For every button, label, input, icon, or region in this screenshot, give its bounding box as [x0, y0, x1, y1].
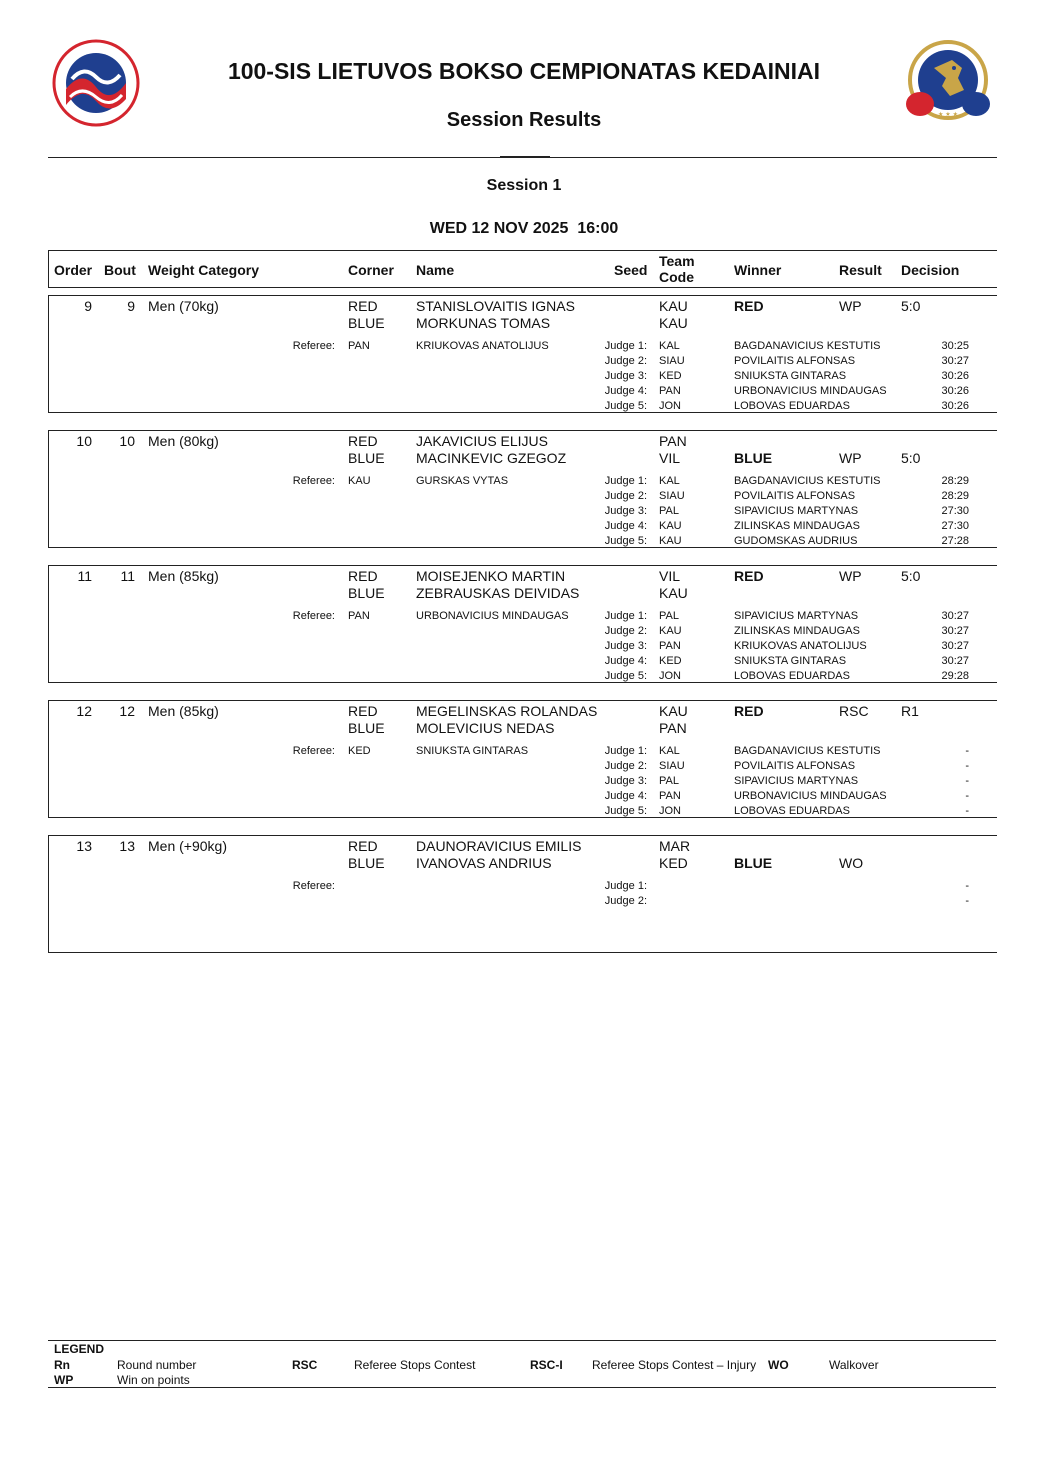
- judge-code: KAL: [659, 475, 680, 487]
- red-corner-label: RED: [348, 298, 378, 314]
- red-boxer-name: MOISEJENKO MARTIN: [416, 568, 566, 584]
- judge-label: Judge 2:: [604, 355, 647, 367]
- legend-abbr: WP: [54, 1373, 74, 1387]
- legend-desc: Referee Stops Contest – Injury: [592, 1358, 757, 1372]
- judge-score: 30:27: [941, 640, 969, 652]
- bout-block: [48, 565, 997, 683]
- winner: RED: [734, 568, 764, 584]
- judge-code: KED: [659, 370, 682, 382]
- blue-corner-label: BLUE: [348, 315, 385, 331]
- red-team-code: VIL: [659, 568, 681, 584]
- red-corner-label: RED: [348, 433, 378, 449]
- legend-abbr: RSC: [292, 1358, 318, 1372]
- page-subtitle: Session Results: [446, 109, 602, 131]
- judge-name: BAGDANAVICIUS KESTUTIS: [734, 745, 881, 757]
- referee-name: GURSKAS VYTAS: [416, 475, 509, 487]
- col-order: Order: [54, 262, 93, 278]
- judge-score: 28:29: [941, 475, 969, 487]
- legend-abbr: WO: [768, 1358, 789, 1372]
- bout-number: 11: [120, 568, 135, 584]
- red-team-code: KAU: [659, 298, 688, 314]
- winner: BLUE: [734, 450, 773, 466]
- blue-boxer-name: MOLEVICIUS NEDAS: [416, 720, 555, 736]
- referee-code: PAN: [348, 340, 370, 352]
- legend-abbr: Rn: [54, 1358, 70, 1372]
- weight-category: Men (85kg): [148, 568, 219, 584]
- judge-score: -: [965, 805, 969, 817]
- page-title: 100-SIS LIETUVOS BOKSO CEMPIONATAS KEDAINIAI: [227, 58, 821, 84]
- judge-code: KAL: [659, 340, 680, 352]
- judge-name: KRIUKOVAS ANATOLIJUS: [734, 640, 867, 652]
- weight-category: Men (80kg): [148, 433, 219, 449]
- judge-score: 30:27: [941, 610, 969, 622]
- judge-label: Judge 1:: [604, 880, 647, 892]
- judge-name: GUDOMSKAS AUDRIUS: [734, 535, 858, 547]
- judge-score: -: [965, 790, 969, 802]
- judge-name: URBONAVICIUS MINDAUGAS: [734, 385, 887, 397]
- referee-label: Referee:: [292, 880, 335, 892]
- legend-desc: Walkover: [829, 1358, 879, 1372]
- judge-score: 30:25: [941, 340, 969, 352]
- blue-team-code: KED: [659, 855, 688, 871]
- judge-score: -: [965, 895, 969, 907]
- col-winner: Winner: [734, 262, 782, 278]
- referee-label: Referee:: [292, 745, 335, 757]
- referee-code: PAN: [348, 610, 370, 622]
- red-corner-label: RED: [348, 703, 378, 719]
- judge-code: SIAU: [659, 760, 685, 772]
- judge-score: -: [965, 745, 969, 757]
- divider-mark: [500, 156, 550, 158]
- bout-number: 12: [119, 703, 135, 719]
- judge-label: Judge 2:: [604, 760, 647, 772]
- red-boxer-name: JAKAVICIUS ELIJUS: [416, 433, 549, 449]
- judge-name: LOBOVAS EDUARDAS: [734, 400, 850, 412]
- blue-corner-label: BLUE: [348, 450, 385, 466]
- judge-code: KAU: [659, 625, 682, 637]
- session-date: WED 12 NOV 2025 16:00: [429, 220, 619, 237]
- judge-score: 30:26: [941, 400, 969, 412]
- judge-score: 30:26: [941, 385, 969, 397]
- legend-desc: Referee Stops Contest: [354, 1358, 476, 1372]
- col-team: Team: [659, 253, 695, 269]
- judge-score: 27:28: [941, 535, 969, 547]
- judge-name: SIPAVICIUS MARTYNAS: [734, 505, 859, 517]
- bout-block: [48, 700, 997, 818]
- judge-score: -: [965, 760, 969, 772]
- judge-code: PAL: [659, 775, 679, 787]
- judge-score: 30:26: [941, 370, 969, 382]
- winner: RED: [734, 298, 764, 314]
- red-team-code: MAR: [659, 838, 691, 854]
- judge-name: SIPAVICIUS MARTYNAS: [734, 775, 859, 787]
- decision: 5:0: [901, 450, 921, 466]
- legend-title: LEGEND: [54, 1342, 105, 1356]
- legend-desc: Win on points: [117, 1373, 190, 1387]
- referee-label: Referee:: [292, 610, 335, 622]
- blue-corner-label: BLUE: [348, 720, 385, 736]
- judge-code: KAU: [659, 535, 682, 547]
- bout-order: 13: [76, 838, 92, 854]
- referee-label: Referee:: [292, 340, 335, 352]
- blue-team-code: KAU: [659, 315, 688, 331]
- judge-name: POVILAITIS ALFONSAS: [734, 490, 856, 502]
- legend: [48, 1340, 996, 1388]
- judge-label: Judge 4:: [604, 385, 647, 397]
- bout-order: 10: [76, 433, 92, 449]
- red-corner-label: RED: [348, 838, 378, 854]
- red-team-code: PAN: [659, 433, 687, 449]
- red-team-code: KAU: [659, 703, 688, 719]
- bout-order: 11: [77, 568, 92, 584]
- judge-label: Judge 2:: [604, 625, 647, 637]
- col-seed: Seed: [614, 262, 648, 278]
- judge-name: BAGDANAVICIUS KESTUTIS: [734, 340, 881, 352]
- col-name: Name: [416, 262, 455, 278]
- judge-code: KAL: [659, 745, 680, 757]
- judge-label: Judge 3:: [604, 640, 647, 652]
- judge-label: Judge 4:: [604, 790, 647, 802]
- legend-abbr: RSC-I: [530, 1358, 563, 1372]
- judge-label: Judge 5:: [604, 805, 647, 817]
- result: WP: [839, 450, 862, 466]
- judge-code: JON: [659, 400, 681, 412]
- svg-text:★ ★ ★: ★ ★ ★: [938, 111, 958, 118]
- bout-block: [48, 835, 997, 953]
- col-bout: Bout: [104, 262, 136, 278]
- judge-name: SIPAVICIUS MARTYNAS: [734, 610, 859, 622]
- judge-label: Judge 4:: [604, 520, 647, 532]
- judge-name: POVILAITIS ALFONSAS: [734, 760, 856, 772]
- judge-label: Judge 4:: [604, 655, 647, 667]
- judge-name: ZILINSKAS MINDAUGAS: [734, 520, 860, 532]
- result: RSC: [839, 703, 869, 719]
- judge-code: PAN: [659, 385, 681, 397]
- judge-score: 30:27: [941, 655, 969, 667]
- judge-label: Judge 2:: [604, 895, 647, 907]
- referee-code: KAU: [348, 475, 371, 487]
- judge-code: PAL: [659, 610, 679, 622]
- judge-label: Judge 1:: [604, 610, 647, 622]
- red-boxer-name: MEGELINSKAS ROLANDAS: [416, 703, 598, 719]
- session-name: Session 1: [486, 177, 562, 194]
- judge-score: 30:27: [941, 355, 969, 367]
- judge-code: JON: [659, 670, 681, 682]
- bout-block: [48, 295, 997, 413]
- judge-label: Judge 1:: [604, 340, 647, 352]
- judge-code: PAL: [659, 505, 679, 517]
- blue-corner-label: BLUE: [348, 585, 385, 601]
- decision: R1: [901, 703, 919, 719]
- decision: 5:0: [901, 298, 921, 314]
- col-weight: Weight Category: [148, 262, 259, 278]
- weight-category: Men (85kg): [148, 703, 219, 719]
- judge-score: 30:27: [941, 625, 969, 637]
- bout-order: 9: [84, 298, 92, 314]
- judge-score: 27:30: [941, 520, 969, 532]
- winner: RED: [734, 703, 764, 719]
- weight-category: Men (70kg): [148, 298, 219, 314]
- blue-boxer-name: MACINKEVIC GZEGOZ: [416, 450, 567, 466]
- col-code: Code: [659, 269, 694, 285]
- judge-code: KED: [659, 655, 682, 667]
- decision: 5:0: [901, 568, 921, 584]
- judge-label: Judge 3:: [604, 775, 647, 787]
- col-result: Result: [839, 262, 882, 278]
- red-boxer-name: STANISLOVAITIS IGNAS: [416, 298, 575, 314]
- judge-name: LOBOVAS EDUARDAS: [734, 670, 850, 682]
- red-corner-label: RED: [348, 568, 378, 584]
- judge-name: BAGDANAVICIUS KESTUTIS: [734, 475, 881, 487]
- result: WP: [839, 568, 862, 584]
- judge-name: ZILINSKAS MINDAUGAS: [734, 625, 860, 637]
- judge-score: 29:28: [941, 670, 969, 682]
- col-decision: Decision: [901, 262, 960, 278]
- judge-label: Judge 5:: [604, 535, 647, 547]
- result: WO: [839, 855, 864, 871]
- blue-team-code: PAN: [659, 720, 687, 736]
- blue-team-code: VIL: [659, 450, 681, 466]
- referee-name: URBONAVICIUS MINDAUGAS: [416, 610, 569, 622]
- bout-block: [48, 430, 997, 548]
- judge-score: 28:29: [941, 490, 969, 502]
- weight-category: Men (+90kg): [148, 838, 227, 854]
- judge-label: Judge 5:: [604, 400, 647, 412]
- blue-boxer-name: ZEBRAUSKAS DEIVIDAS: [416, 585, 580, 601]
- blue-corner-label: BLUE: [348, 855, 385, 871]
- judge-label: Judge 1:: [604, 475, 647, 487]
- bout-number: 10: [119, 433, 135, 449]
- judge-code: SIAU: [659, 490, 685, 502]
- bout-number: 13: [119, 838, 135, 854]
- judge-code: PAN: [659, 790, 681, 802]
- judge-label: Judge 1:: [604, 745, 647, 757]
- judge-code: PAN: [659, 640, 681, 652]
- judge-label: Judge 2:: [604, 490, 647, 502]
- result: WP: [839, 298, 862, 314]
- bout-order: 12: [76, 703, 92, 719]
- red-boxer-name: DAUNORAVICIUS EMILIS: [416, 838, 582, 854]
- judge-label: Judge 3:: [604, 505, 647, 517]
- judge-code: JON: [659, 805, 681, 817]
- judge-label: Judge 5:: [604, 670, 647, 682]
- judge-name: SNIUKSTA GINTARAS: [734, 370, 847, 382]
- judge-code: SIAU: [659, 355, 685, 367]
- referee-label: Referee:: [292, 475, 335, 487]
- judge-score: -: [965, 880, 969, 892]
- judge-code: KAU: [659, 520, 682, 532]
- bout-number: 9: [127, 298, 135, 314]
- blue-boxer-name: MORKUNAS TOMAS: [416, 315, 551, 331]
- table-header: [48, 250, 997, 288]
- judge-name: URBONAVICIUS MINDAUGAS: [734, 790, 887, 802]
- referee-code: KED: [348, 745, 371, 757]
- judge-score: -: [965, 775, 969, 787]
- judge-name: POVILAITIS ALFONSAS: [734, 355, 856, 367]
- blue-team-code: KAU: [659, 585, 688, 601]
- blue-boxer-name: IVANOVAS ANDRIUS: [416, 855, 552, 871]
- referee-name: SNIUKSTA GINTARAS: [416, 745, 529, 757]
- judge-name: LOBOVAS EDUARDAS: [734, 805, 850, 817]
- judge-label: Judge 3:: [604, 370, 647, 382]
- legend-desc: Round number: [117, 1358, 197, 1372]
- judge-score: 27:30: [941, 505, 969, 517]
- winner: BLUE: [734, 855, 773, 871]
- judge-name: SNIUKSTA GINTARAS: [734, 655, 847, 667]
- referee-name: KRIUKOVAS ANATOLIJUS: [416, 340, 549, 352]
- col-corner: Corner: [348, 262, 394, 278]
